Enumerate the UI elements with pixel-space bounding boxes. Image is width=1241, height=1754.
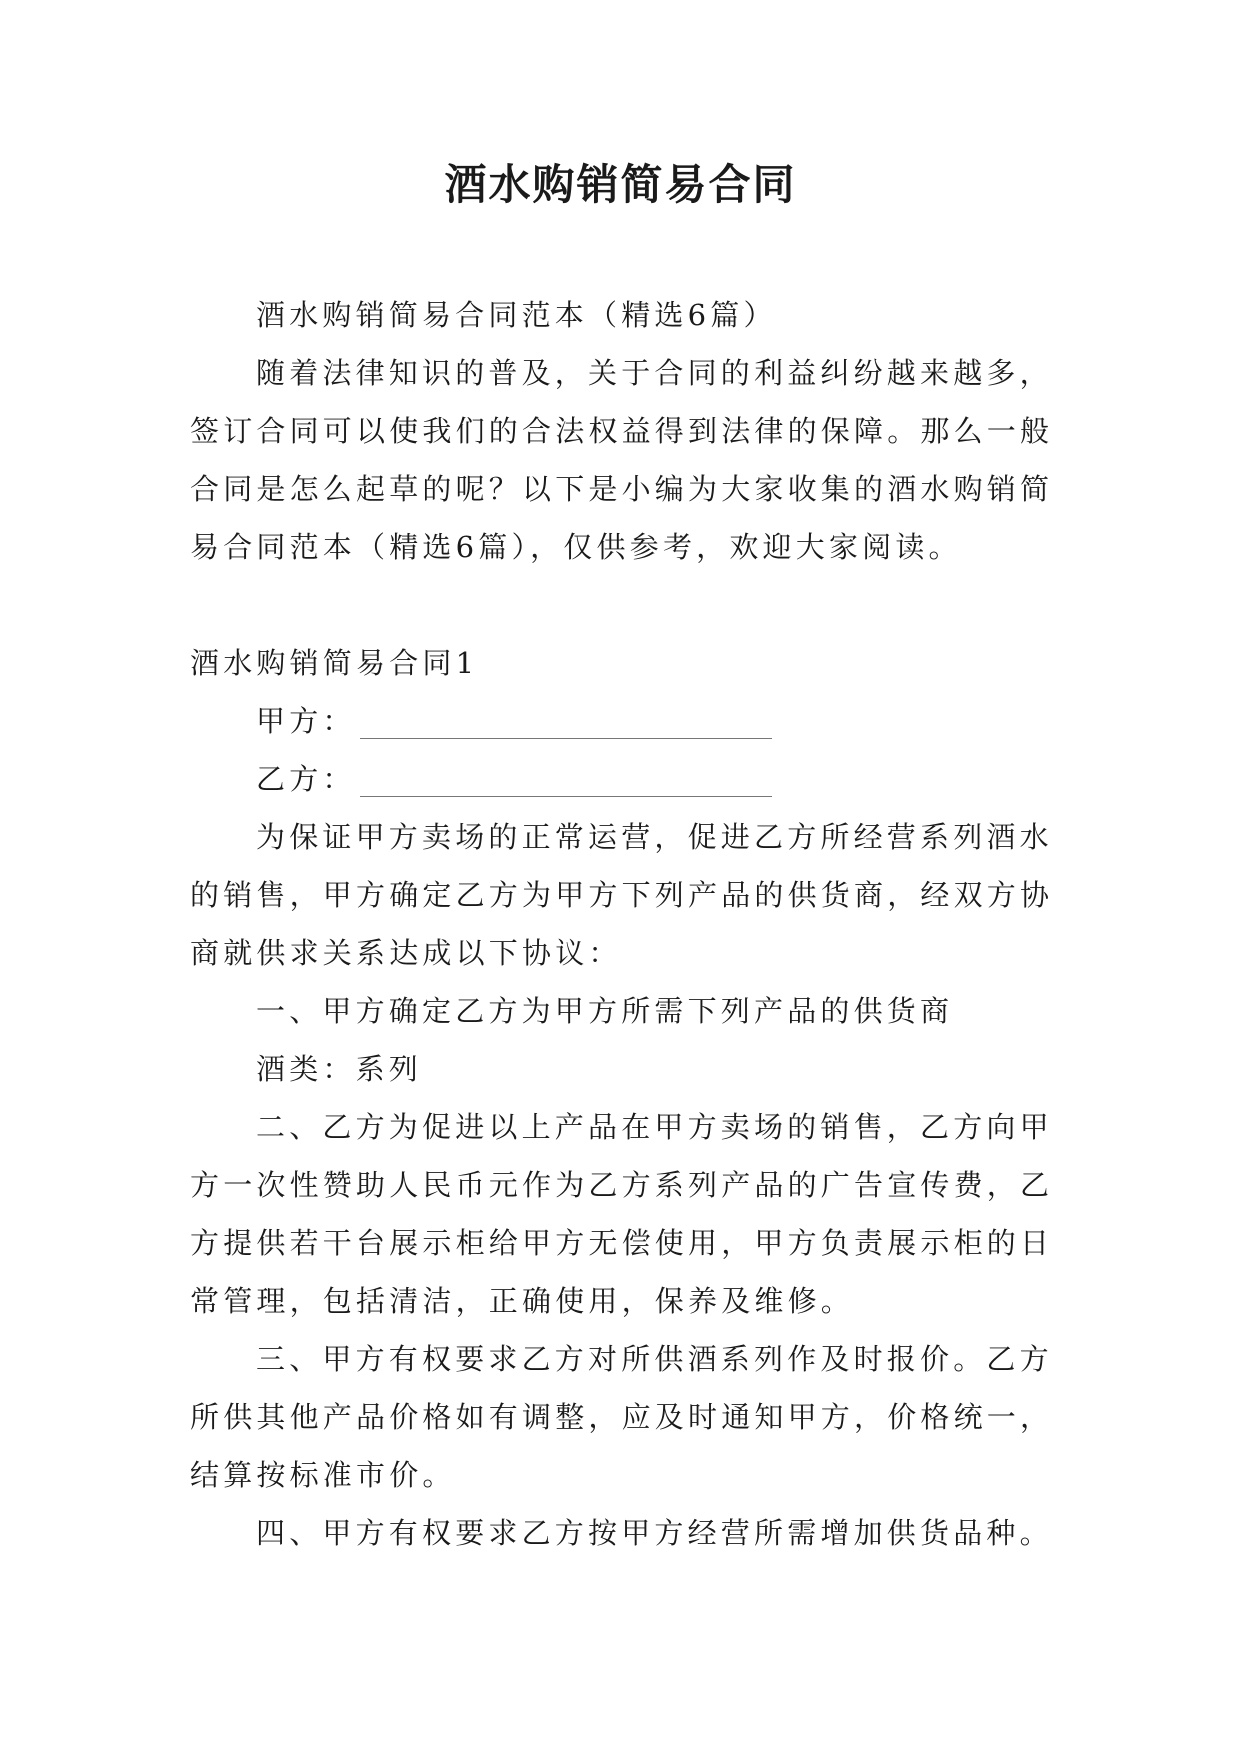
party-b-label: 乙方： — [256, 762, 356, 796]
party-a-line — [190, 692, 1070, 750]
wine-type-line: 酒类：系列 — [256, 1052, 423, 1086]
preamble-paragraph: 为保证甲方卖场的正常运营，促进乙方所经营系列酒水的销售，甲方确定乙方为甲方下列产品的供货商，经双方协商就供求关系达成以下协议： — [190, 820, 1054, 970]
clause-3: 三、甲方有权要求乙方对所供酒系列作及时报价。乙方所供其他产品价格如有调整，应及时通知甲方，价格统一，结算按标准市价。 — [190, 1342, 1054, 1492]
party-a-blank — [360, 708, 772, 739]
party-a-label: 甲方： — [256, 704, 356, 738]
party-b-blank — [360, 766, 772, 797]
clause-2: 二、乙方为促进以上产品在甲方卖场的销售，乙方向甲方一次性赞助人民币元作为乙方系列产品的广告宣传费，乙方提供若干台展示柜给甲方无偿使用，甲方负责展示柜的日常管理，包括清洁，正确使用，保养及维修。 — [190, 1110, 1054, 1318]
clause-4: 四、甲方有权要求乙方按甲方经营所需增加供货品种。 — [256, 1516, 1053, 1550]
document-body — [190, 286, 1070, 1562]
section-heading: 酒水购销简易合同1 — [190, 646, 479, 680]
clause-1: 一、甲方确定乙方为甲方所需下列产品的供货商 — [256, 994, 954, 1028]
document-title: 酒水购销简易合同 — [444, 160, 797, 209]
intro-paragraph: 随着法律知识的普及，关于合同的利益纠纷越来越多，签订合同可以使我们的合法权益得到法律的保障。那么一般合同是怎么起草的呢？以下是小编为大家收集的酒水购销简易合同范本（精选6篇），仅供参考，欢迎大家阅读。 — [190, 356, 1054, 564]
party-b-line — [190, 750, 1070, 808]
intro-subtitle: 酒水购销简易合同范本（精选6篇） — [256, 298, 777, 332]
